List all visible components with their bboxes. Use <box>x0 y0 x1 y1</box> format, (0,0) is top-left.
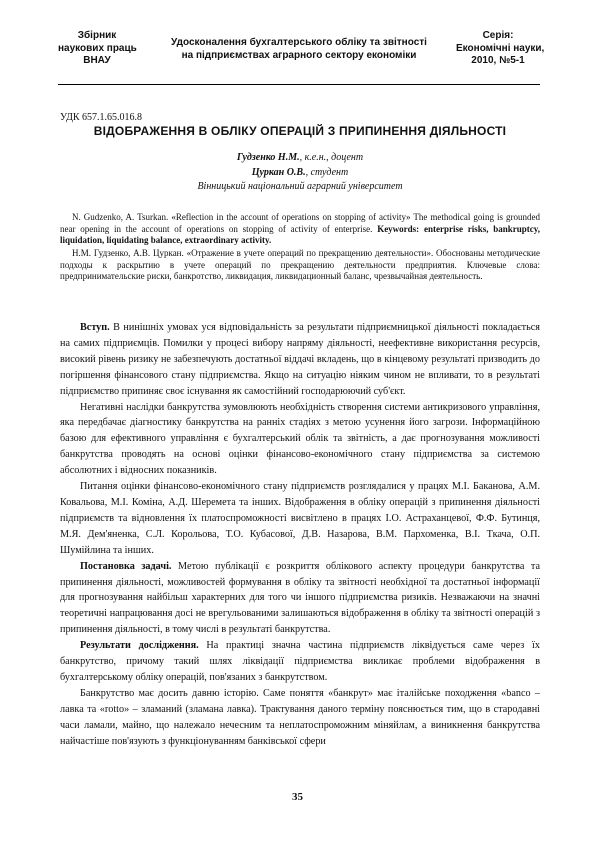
article-title: ВІДОБРАЖЕННЯ В ОБЛІКУ ОПЕРАЦІЙ З ПРИПИНЕННЯ ДІЯЛЬНОСТІ <box>93 124 507 138</box>
section-lead: Постановка задачі. <box>80 560 172 572</box>
header-divider <box>58 84 540 85</box>
author-line <box>60 166 540 181</box>
page-number: 35 <box>292 791 303 803</box>
running-header <box>58 30 545 78</box>
header-center-line: Удосконалення бухгалтерського обліку та звітності <box>171 37 427 48</box>
paragraph-text: Банкрутство має досить давню історію. Саме поняття «банкрут» має італійське походження «banco – лавка та «rotto» – зламаний (зламана лавка). Трактування даного терміну пояснюється тим, що в стародавні часи ламали, майно, що належало нечесним та неплатоспроможним міняйлам, а виникнення банкрутства найчастіше пов'язують з функціонуванням банківської сфери <box>60 687 540 747</box>
udc-code: УДК 657.1.65.016.8 <box>60 112 143 123</box>
body-paragraph <box>60 686 540 750</box>
paragraph-text: В нинішніх умовах уся відповідальність за результати підприємницької діяльності покладається на самих підприємців. Помилки у процесі вибору напряму діяльності, неефективне використання ресурсів, високий рівень ризику не забезпечують достатньої віддачі вкладень, що в кінцевому результаті призводить до погіршення фінансового стану підприємства. Якщо на ситуацію ніяким чином не впливати, то в результаті підприємство припиняє своє існування як самостійний господарюючий суб'єкт. <box>60 322 540 397</box>
header-right-line: Серія: <box>482 30 514 41</box>
header-collection-name <box>58 30 136 68</box>
section-lead: Результати дослідження. <box>80 640 199 652</box>
paragraph-text: Питання оцінки фінансово-економічного стану підприємств розглядалися у працях М.І. Баканова, А.М. Ковальова, М.І. Коміна, А.Д. Шеремета та інших. Відображення в обліку операцій з припинення діяльності підприємств та відновлення їх платоспроможності висвітлено в працях І.О. Астраханцевої, Ф.Ф. Бутинця, М.Я. Дем'яненка, С.Л. Корольова, Т.О. Кубасової, Д.В. Назарова, В.М. Пархоменка, В.І. Ткача, О.П. Шумійлина та інших. <box>60 481 540 556</box>
keywords-label: Keywords: <box>377 223 420 234</box>
body-paragraph <box>60 638 540 686</box>
header-series <box>456 30 545 68</box>
author-role: , студент <box>305 166 349 178</box>
author-line <box>60 151 540 166</box>
header-left-line: наукових праць <box>58 42 137 54</box>
body-paragraph <box>60 479 540 559</box>
body-paragraph <box>60 400 540 480</box>
abstract-english <box>60 212 540 247</box>
paragraph-text: Метою публікації є розкриття облікового аспекту процедури банкрутства та припинення діяльності, можливостей формування в обліку та звітності необхідної та достатньої інформації для прогнозування найбільш характерних для того чи іншого підприємства ризиків. Незважаючи на значні теоретичні напрацювання досі не врегульованими залишаються відображення в обліку та звітності операцій з припинення діяльності, в тому числі в результаті банкрутства. <box>60 560 540 636</box>
keywords-list: enterprise risks, bankruptcy, liquidation, liquidating balance, extraordinary activity. <box>60 223 541 246</box>
header-right-line: Економічні науки, <box>456 42 545 54</box>
affiliation: Вінницький національний аграрний університет <box>197 181 403 192</box>
paragraph-text: На практиці значна частина підприємств ліквідується саме через їх банкрутство, причому такий шлях ліквідації підприємства викликає проблеми відображення в бухгалтерському обліку операцій, пов'язаних з банкрутством. <box>60 640 540 683</box>
author-role: , к.е.н., доцент <box>299 152 364 163</box>
header-left-line: Збірник <box>77 30 117 41</box>
abstract-russian <box>60 248 540 283</box>
article-body <box>60 320 540 749</box>
authors-block <box>60 151 540 195</box>
header-center-line: на підприємствах аграрного сектору економіки <box>181 49 417 61</box>
section-lead: Вступ. <box>80 322 110 333</box>
abstract-en-text: N. Gudzenko, A. Tsurkan. «Reflection in the account of operations on stopping of activity» The methodical going is grounded near opening in the account of operations on stopping of activity of enterprise. <box>60 212 540 234</box>
paragraph-text: Негативні наслідки банкрутства зумовлюють необхідність створення системи антикризового управління, яка передбачає діагностику банкрутства на ранніх стадіях з метою усунення його загрози. Інформаційною базою для ефективного управління є бухгалтерський облік та звітність, а дає прогнозування можливості банкрутства проводять на основі оцінки фінансово-економічного стану підприємства за системою абсолютних і відносних показників. <box>60 401 540 477</box>
body-paragraph <box>60 559 540 639</box>
abstract-ru-text: Н.М. Гудзенко, А.В. Цуркан. «Отражение в учете операций по прекращению деятельности». Обоснованы методические подходы к раскрытию в учете операций по прекращению деятельности предприятия. Ключевые слова: предпринимательские риски, банкротство, ликвидация, ликвидационный баланс, чрезвычайная деятельность. <box>60 248 540 282</box>
header-collection-title <box>154 37 444 62</box>
header-left-line: ВНАУ <box>83 55 111 66</box>
author-name: Цуркан О.В. <box>251 166 306 178</box>
body-paragraph <box>60 320 540 400</box>
author-name: Гудзенко Н.М. <box>236 152 300 163</box>
header-right-line: 2010, №5-1 <box>471 55 525 66</box>
